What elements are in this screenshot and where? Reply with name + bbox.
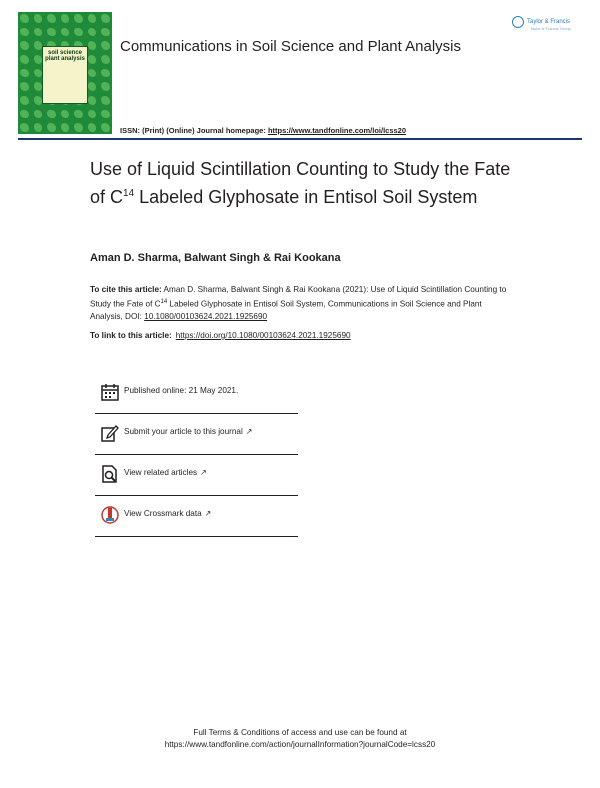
publisher-logo-text: Taylor & Francis (527, 19, 571, 25)
title-part-1: Use of Liquid Scintillation Counting to Study the Fate of C (90, 159, 511, 207)
cover-line-2: plant analysis (45, 56, 85, 62)
title-part-2: Labeled Glyphosate in Entisol Soil System (134, 186, 478, 207)
article-title (90, 158, 530, 209)
external-link-icon: ↗ (204, 509, 212, 518)
publisher-logo-subtext: Taylor & Francis Group (530, 26, 571, 31)
footer-terms-link[interactable]: https://www.tandfonline.com/action/journalInformation?journalCode=lcss20 (164, 739, 436, 749)
related-articles-row[interactable] (95, 455, 298, 496)
issn-label: ISSN: (Print) (Online) Journal homepage: (120, 126, 266, 135)
related-articles-link[interactable]: View related articles ↗ (124, 468, 207, 477)
issn-line (120, 126, 406, 135)
title-superscript: 14 (123, 187, 135, 199)
cite-label: To cite this article: (90, 285, 162, 294)
journal-homepage-link[interactable]: https://www.tandfonline.com/loi/lcss20 (267, 126, 407, 135)
submit-article-link[interactable]: Submit your article to this journal ↗ (124, 427, 253, 436)
citation-block (90, 284, 510, 323)
edit-icon (100, 423, 120, 443)
calendar-icon (100, 382, 120, 402)
journal-title: Communications in Soil Science and Plant Analysis (120, 38, 462, 55)
external-link-icon: ↗ (200, 468, 207, 477)
article-actions-list (95, 373, 298, 537)
link-label: To link to this article: (90, 331, 172, 340)
cover-title-panel (42, 46, 88, 104)
crossmark-row[interactable] (95, 496, 298, 537)
submit-article-row[interactable] (95, 414, 298, 455)
published-online-text: Published online: 21 May 2021. (124, 386, 239, 395)
cite-superscript: 14 (160, 299, 168, 306)
external-link-icon: ↗ (245, 427, 253, 436)
article-authors: Aman D. Sharma, Balwant Singh & Rai Kookana (90, 252, 341, 264)
publisher-logo-icon (512, 16, 524, 28)
footer (0, 727, 600, 750)
cite-text-1: Aman D. Sharma, Balwant Singh & Rai Kookana (2021): Use of Liquid Scintillation Counting to Study the Fate of C (90, 285, 507, 309)
article-doi-url-link[interactable]: https://doi.org/10.1080/00103624.2021.1925690 (175, 331, 351, 340)
cover-line-1: soil science (47, 50, 83, 56)
header-divider (18, 138, 582, 140)
crossmark-link[interactable]: View Crossmark data ↗ (124, 509, 212, 518)
published-online-row (95, 373, 298, 414)
related-articles-icon (100, 464, 120, 484)
doi-link[interactable]: 10.1080/00103624.2021.1925690 (144, 312, 268, 322)
crossmark-icon (100, 505, 120, 525)
article-link-line (90, 331, 351, 340)
footer-line-1: Full Terms & Conditions of access and use can be found at (193, 728, 407, 737)
journal-cover-image[interactable] (18, 12, 112, 134)
cite-text-2: Labeled Glyphosate in Entisol Soil System, Communications in Soil Science and Plant Analysis, DOI: (90, 299, 482, 322)
